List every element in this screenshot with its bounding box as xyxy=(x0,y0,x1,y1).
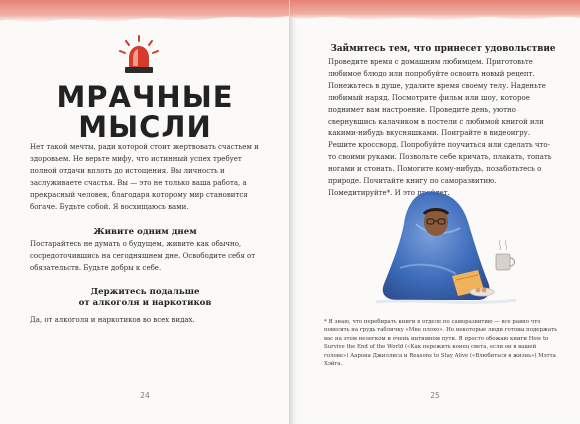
footnote: * Я знаю, что перебирать книги в отделе по саморазвитию — все равно что повесить на грудь табличку «Мне плохо». Но некоторые люди готовы подержать вас на этом нелегком и очень интимном пути. Я просто обожаю книги How to Survive the End of the World («Как пережить конец света, если он в вашей голове») Аарона Джиллиса и Reasons to Stay Alive («Влюбиться в жизнь») Мэтта Хэйга. xyxy=(324,319,558,368)
chapter-title-line1: МРАЧНЫЕ xyxy=(56,80,234,114)
heading-live-one-day: Живите одним днем xyxy=(93,227,197,237)
person-in-blanket-illustration xyxy=(356,184,526,308)
heading-avoid-alcohol-line1: Держитесь подальше xyxy=(90,287,200,297)
siren-icon xyxy=(117,34,161,78)
watercolor-header xyxy=(290,0,580,26)
paragraph-avoid-alcohol: Да, от алкоголя и наркотиков во всех видах. xyxy=(30,316,195,324)
chapter-title-line2: МЫСЛИ xyxy=(78,110,212,144)
intro-paragraph: Нет такой мечты, ради которой стоит жертвовать счастьем и здоровьем. Не верьте мифу, что истинный успех требует полной отдачи вплоть до истощения. Вы личность и заслуживаете счастья. Вы — это не только ваша работа, а прекрасный человек, благодаря которому мир становится богаче. Будьте собой. Я восхищаюсь вами. xyxy=(30,143,259,211)
heading-avoid-alcohol xyxy=(22,287,268,309)
page-number-left: 24 xyxy=(140,391,150,400)
watercolor-header xyxy=(0,0,289,26)
right-page xyxy=(290,0,580,424)
heading-do-what-you-enjoy: Займитесь тем, что принесет удовольствие xyxy=(330,44,556,54)
chapter-title xyxy=(0,82,290,142)
paragraph-do-what-you-enjoy: Проведите время с домашним любимцем. Приготовьте любимое блюдо или попробуйте освоить новый рецепт. Понежьтесь в душе, удалите время своему телу. Наденьте любимый наряд. Посмотрите фильм или шоу, которое поднимет вам настроение. Проведите день, уютно свернувшись калачиком в постели с любимой книгой или какими-нибудь вкусняшками. Поиграйте в видеоигру. Решите кроссворд. Попробуйте поучиться или сделать что-то своими руками. Позвольте себе кричать, плакать, топать ногами и стонать. Помогите кому-нибудь, позаботьтесь о природе. Почитайте книгу по саморазвитию. Помедитируйте*. И это пройдет. xyxy=(328,58,552,197)
page-number-right: 25 xyxy=(430,391,440,400)
paragraph-live-one-day: Постарайтесь не думать о будущем, живите как обычно, сосредоточившись на сегодняшнем дне. Освободите себя от обязательств. Будьте добры к себе. xyxy=(30,240,256,272)
heading-avoid-alcohol-line2: от алкоголя и наркотиков xyxy=(78,298,212,308)
